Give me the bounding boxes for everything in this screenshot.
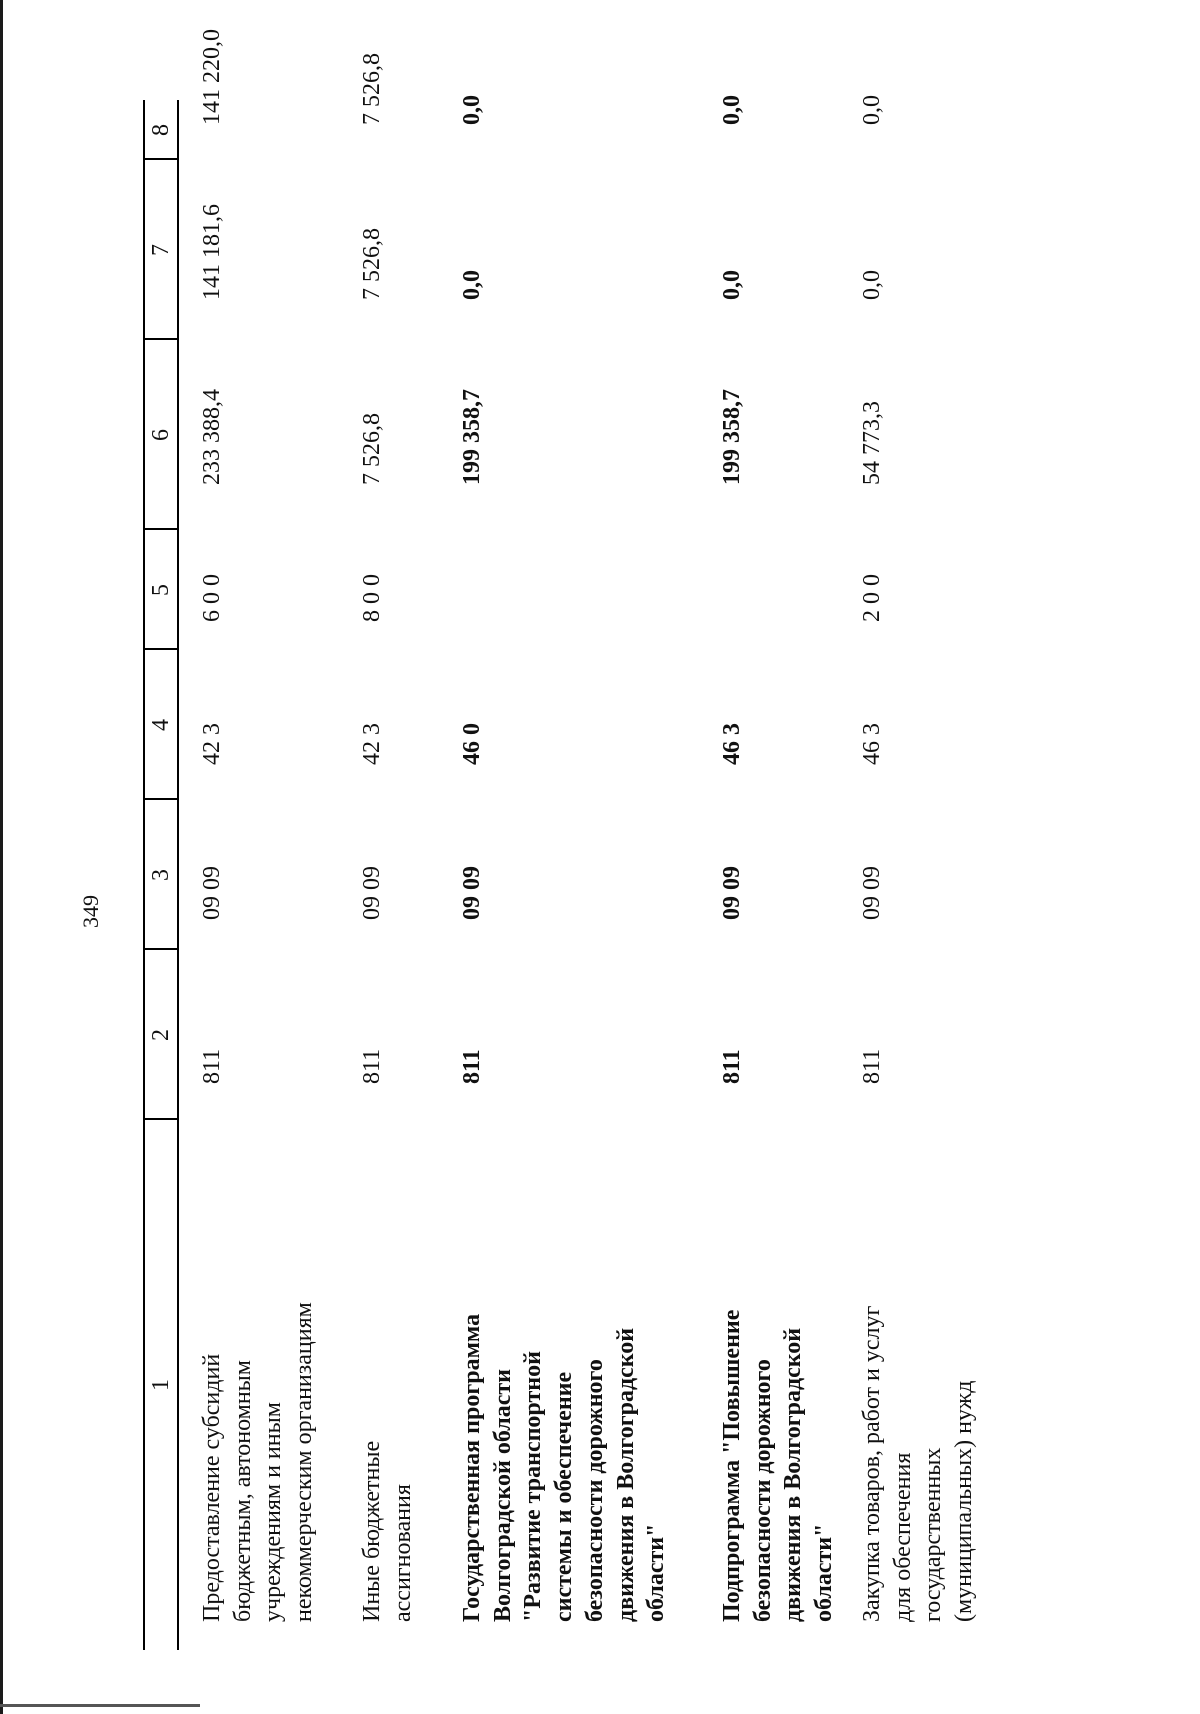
- col-header-2: 2: [148, 1029, 174, 1041]
- name-line: области": [811, 1523, 838, 1622]
- row-2-c6: 7 526,8: [359, 413, 385, 485]
- row-5-c7: 0,0: [859, 270, 885, 300]
- row-2-c2: 811: [359, 1048, 385, 1084]
- page-number: 349: [78, 895, 103, 928]
- name-line: "Развитие транспортной: [520, 1351, 547, 1622]
- row-2-c8: 7 526,8: [359, 53, 385, 125]
- name-line: области": [643, 1523, 670, 1622]
- row-4-c2: 811: [719, 1049, 745, 1084]
- row-5-c6: 54 773,3: [859, 401, 885, 485]
- row-5-c3: 09 09: [859, 866, 885, 920]
- row-4-c8: 0,0: [719, 95, 745, 125]
- row-5-c8: 0,0: [859, 95, 885, 125]
- name-line: движения в Волгоградской: [612, 1327, 639, 1622]
- row-4-c4: 46 3: [719, 723, 745, 765]
- name-line: Закупка товаров, работ и услуг: [859, 1305, 885, 1622]
- col-header-8: 8: [148, 124, 174, 136]
- row-3-c8: 0,0: [459, 95, 485, 125]
- row-2-c4: 42 3: [359, 723, 385, 765]
- row-3-c6: 199 358,7: [459, 389, 485, 485]
- name-line: системы и обеспечение: [551, 1371, 578, 1622]
- row-5-c2: 811: [859, 1048, 885, 1084]
- name-line: для обеспечения: [889, 1452, 916, 1622]
- col-header-3: 3: [148, 869, 174, 881]
- name-line: Предоставление субсидий: [199, 1353, 225, 1622]
- rotated-table-wrapper: [135, 30, 995, 1650]
- name-line: (муниципальных) нужд: [951, 1380, 978, 1622]
- row-1-c4: 42 3: [199, 723, 225, 765]
- row-3-c3: 09 09: [459, 866, 485, 920]
- budget-table: [135, 29, 995, 1650]
- row-3-name: [457, 1314, 672, 1622]
- row-4-c6: 199 358,7: [719, 389, 745, 485]
- name-line: Волгоградской области: [489, 1369, 516, 1622]
- name-line: государственных: [920, 1447, 947, 1622]
- scan-edge-bottom: [0, 1704, 200, 1707]
- name-line: ассигнования: [389, 1484, 416, 1622]
- row-3-c7: 0,0: [459, 270, 485, 300]
- name-line: Государственная программа: [459, 1313, 485, 1622]
- name-line: безопасности дорожного: [749, 1359, 776, 1622]
- header-top-rule: [143, 100, 145, 1650]
- row-5-c5: 2 0 0: [859, 574, 885, 622]
- row-4-c3: 09 09: [719, 866, 745, 920]
- name-line: безопасности дорожного: [581, 1359, 608, 1622]
- col-header-5: 5: [148, 584, 174, 596]
- row-3-c2: 811: [459, 1049, 485, 1084]
- row-2-c5: 8 0 0: [359, 574, 385, 622]
- row-5-name: [857, 1306, 980, 1622]
- row-1-c7: 141 181,6: [199, 204, 225, 300]
- row-5-c4: 46 3: [859, 723, 885, 765]
- header-bottom-rule: [177, 100, 179, 1650]
- row-2-c7: 7 526,8: [359, 228, 385, 300]
- name-line: учреждениям и иным: [260, 1402, 287, 1622]
- row-2-name: [357, 1441, 418, 1622]
- name-line: Иные бюджетные: [359, 1440, 385, 1622]
- row-1-c8: 141 220,0: [199, 29, 225, 125]
- row-1-c6: 233 388,4: [199, 389, 225, 485]
- row-1-name: [197, 1302, 320, 1622]
- row-1-c2: 811: [199, 1048, 225, 1084]
- name-line: движения в Волгоградской: [780, 1327, 807, 1622]
- col-header-1: 1: [148, 1379, 174, 1391]
- col-header-4: 4: [148, 719, 174, 731]
- row-1-c3: 09 09: [199, 866, 225, 920]
- scan-edge: [0, 0, 3, 1714]
- name-line: бюджетным, автономным: [229, 1360, 256, 1622]
- name-line: Подпрограмма "Повышение: [719, 1309, 745, 1622]
- row-1-c5: 6 0 0: [199, 574, 225, 622]
- row-3-c4: 46 0: [459, 723, 485, 765]
- col-header-7: 7: [148, 244, 174, 256]
- row-4-name: [717, 1310, 840, 1622]
- name-line: некоммерческим организациям: [291, 1302, 318, 1622]
- row-4-c7: 0,0: [719, 270, 745, 300]
- col-header-6: 6: [148, 429, 174, 441]
- row-2-c3: 09 09: [359, 866, 385, 920]
